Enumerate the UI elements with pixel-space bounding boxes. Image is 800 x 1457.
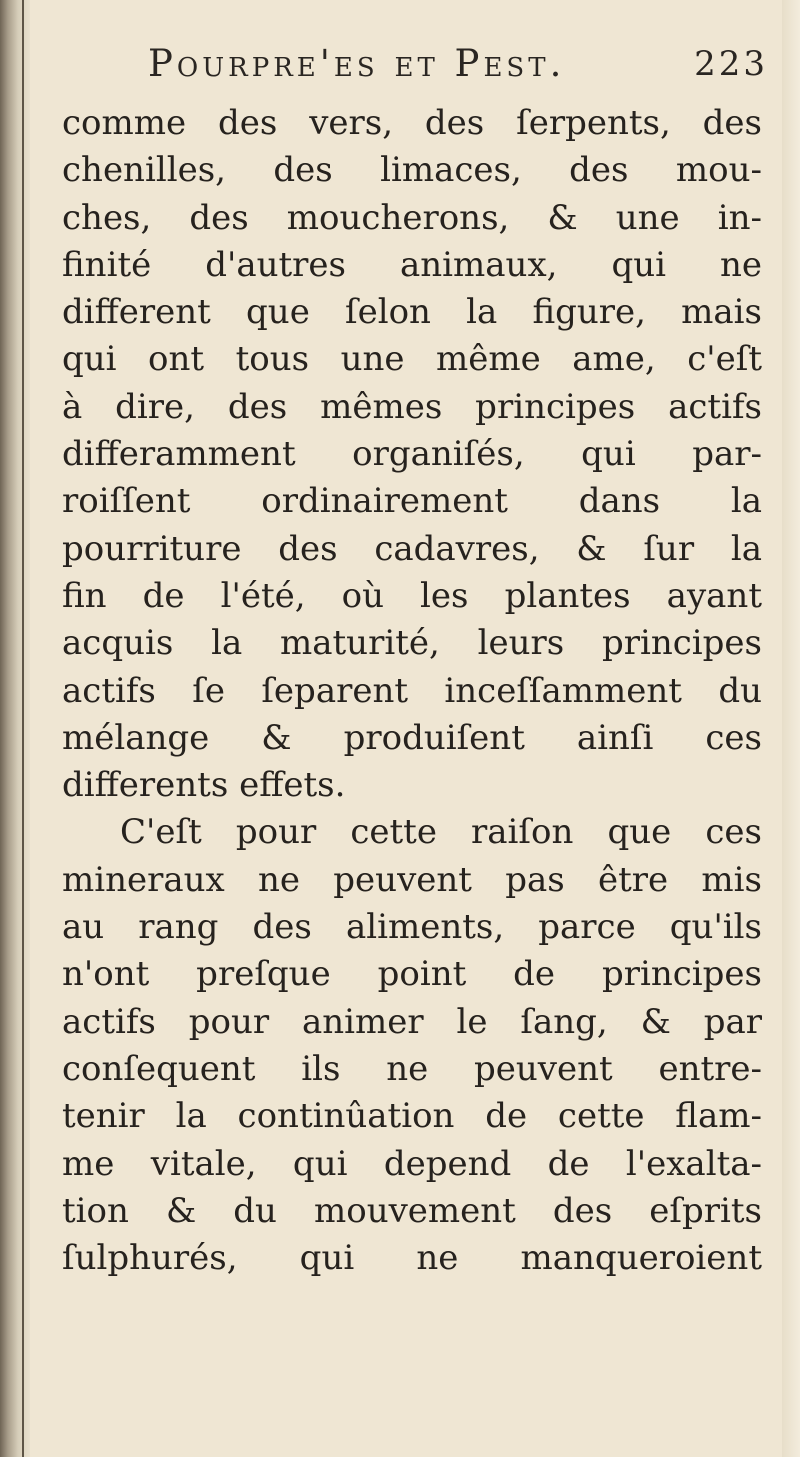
text-line: differamment organiſés, qui par-	[62, 434, 762, 475]
text-line: conſequent ils ne peuvent entre-	[62, 1048, 762, 1089]
text-line: chenilles, des limaces, des mou-	[62, 150, 762, 191]
text-line: acquis la maturité, leurs principes	[62, 623, 762, 664]
text-line: me vitale, qui depend de l'exalta-	[62, 1143, 762, 1184]
binding-gutter	[0, 0, 30, 1457]
text-line: à dire, des mêmes principes actifs	[62, 386, 762, 427]
text-line: different que ſelon la figure, mais	[62, 292, 762, 333]
text-line: actifs ſe ſeparent inceſſamment du	[62, 670, 762, 711]
body-text	[62, 100, 762, 1282]
page-header	[148, 42, 776, 100]
text-line: n'ont preſque point de principes	[62, 954, 762, 995]
text-line: tenir la continûation de cette flam-	[62, 1096, 762, 1137]
text-line: mélange & produiſent ainſi ces	[62, 717, 762, 758]
text-line: fin de l'été, où les plantes ayant	[62, 575, 762, 616]
text-line: qui ont tous une même ame, c'eſt	[62, 339, 762, 380]
text-line: au rang des aliments, parce qu'ils	[62, 907, 762, 948]
paragraph-end-line: differents effets.	[62, 765, 346, 806]
text-line: comme des vers, des ſerpents, des	[62, 103, 762, 143]
text-line: pourriture des cadavres, & ſur la	[62, 528, 762, 569]
text-line: ches, des moucherons, & une in-	[62, 197, 762, 238]
page-edge	[782, 0, 800, 1457]
page-number: 223	[694, 44, 768, 84]
text-line: mineraux ne peuvent pas être mis	[62, 859, 762, 900]
text-line: roiſſent ordinairement dans la	[62, 481, 762, 522]
running-head: Pourpre'es et Pest.	[148, 42, 566, 85]
text-line: tion & du mouvement des eſprits	[62, 1190, 762, 1231]
text-line: actifs pour animer le ſang, & par	[62, 1001, 762, 1042]
gutter-shadow-line	[22, 0, 24, 1457]
text-line: finité d'autres animaux, qui ne	[62, 244, 762, 285]
paragraph-start-line: C'eſt pour cette raiſon que ces	[120, 812, 762, 853]
text-line: ſulphurés, qui ne manqueroient	[62, 1238, 762, 1279]
